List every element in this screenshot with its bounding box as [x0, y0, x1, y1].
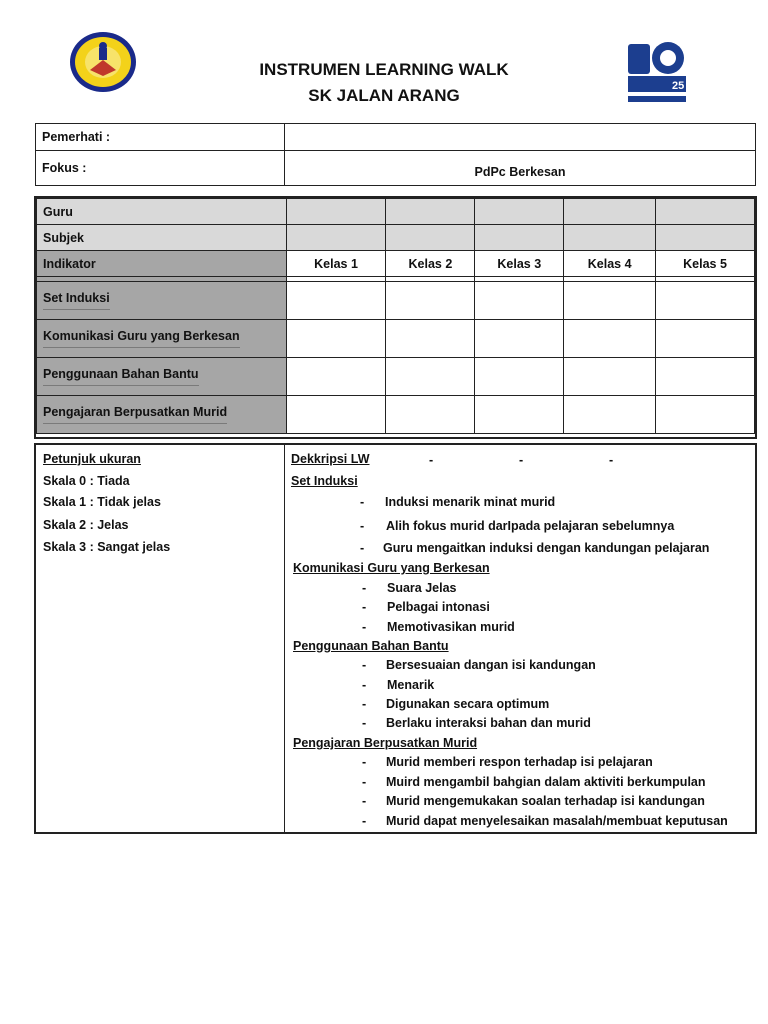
score-cell[interactable]	[286, 282, 386, 320]
bullet-dash: -	[362, 620, 367, 634]
description-item: Murid memberi respon terhadap isi pelajaran	[386, 755, 653, 769]
bullet-dash: -	[360, 495, 365, 509]
pemerhati-row	[36, 124, 756, 151]
score-cell[interactable]	[386, 282, 475, 320]
scale-item: Skala 0 : Tiada	[43, 474, 130, 488]
subjek-cell[interactable]	[564, 225, 656, 251]
score-cell[interactable]	[656, 358, 755, 396]
decorative-dash: -	[519, 453, 524, 467]
score-cell[interactable]	[656, 282, 755, 320]
section-title: Penggunaan Bahan Bantu	[293, 639, 449, 653]
subjek-cell[interactable]	[386, 225, 475, 251]
section-title: Komunikasi Guru yang Berkesan	[293, 561, 490, 575]
description-heading: Dekkripsi LW	[291, 452, 370, 466]
section-title: Pengajaran Berpusatkan Murid	[293, 736, 478, 750]
fokus-label: Fokus :	[36, 151, 285, 186]
bullet-dash: -	[360, 541, 365, 555]
guru-cell[interactable]	[475, 199, 564, 225]
bullet-dash: -	[362, 678, 367, 692]
section-title: Set Induksi	[291, 474, 358, 488]
indicator-label: Pengajaran Berpusatkan Murid	[37, 396, 287, 434]
score-cell[interactable]	[386, 358, 475, 396]
observer-info-table	[35, 123, 756, 186]
scale-heading: Petunjuk ukuran	[43, 452, 141, 466]
pemerhati-label: Pemerhati :	[36, 124, 285, 151]
indicator-label: Komunikasi Guru yang Berkesan	[37, 320, 287, 358]
indicator-label: Set Induksi	[37, 282, 287, 320]
description-item: Berlaku interaksi bahan dan murid	[386, 716, 591, 730]
score-cell[interactable]	[475, 396, 564, 434]
subjek-label: Subjek	[37, 225, 287, 251]
svg-text:25: 25	[672, 80, 685, 92]
score-cell[interactable]	[564, 282, 656, 320]
score-cell[interactable]	[286, 320, 386, 358]
indicator-row	[37, 320, 755, 358]
description-item: Induksi menarik minat murid	[385, 495, 556, 509]
bullet-dash: -	[362, 600, 367, 614]
description-item: Alih fokus murid darIpada pelajaran sebelumnya	[386, 519, 675, 533]
guru-label: Guru	[37, 199, 287, 225]
guru-cell[interactable]	[286, 199, 386, 225]
score-cell[interactable]	[475, 282, 564, 320]
guru-cell[interactable]	[564, 199, 656, 225]
description-item: Digunakan secara optimum	[386, 697, 550, 711]
score-cell[interactable]	[564, 396, 656, 434]
pemerhati-field[interactable]	[285, 124, 756, 151]
description-item: Memotivasikan murid	[387, 620, 515, 634]
decorative-dash: -	[609, 453, 614, 467]
score-cell[interactable]	[475, 358, 564, 396]
score-cell[interactable]	[386, 320, 475, 358]
score-cell[interactable]	[286, 396, 386, 434]
description-item: Muird mengambil bahgian dalam aktiviti berkumpulan	[386, 775, 706, 789]
observation-table	[36, 198, 755, 434]
indikator-header-row	[37, 251, 755, 277]
subjek-row	[37, 225, 755, 251]
bullet-dash: -	[362, 716, 367, 730]
fokus-row	[36, 151, 756, 186]
description-item: Guru mengaitkan induksi dengan kandungan pelajaran	[383, 541, 710, 555]
bullet-dash: -	[362, 794, 367, 808]
bullet-dash: -	[362, 775, 367, 789]
scale-item: Skala 2 : Jelas	[43, 518, 129, 532]
document-title: INSTRUMEN LEARNING WALK	[259, 60, 509, 79]
score-cell[interactable]	[564, 358, 656, 396]
observation-table-frame	[34, 196, 757, 439]
indikator-label: Indikator	[37, 251, 287, 277]
score-cell[interactable]	[475, 320, 564, 358]
description-item: Murid dapat menyelesaikan masalah/membuat keputusan	[386, 814, 728, 828]
subjek-cell[interactable]	[286, 225, 386, 251]
scale-item: Skala 1 : Tidak jelas	[43, 495, 161, 509]
guru-cell[interactable]	[386, 199, 475, 225]
description-section	[34, 443, 757, 834]
kelas-2-header: Kelas 2	[386, 251, 475, 277]
fokus-value: PdPc Berkesan	[285, 151, 756, 186]
score-cell[interactable]	[386, 396, 475, 434]
bullet-dash: -	[362, 814, 367, 828]
bullet-dash: -	[362, 697, 367, 711]
bullet-dash: -	[362, 755, 367, 769]
school-name: SK JALAN ARANG	[308, 86, 460, 105]
kelas-4-header: Kelas 4	[564, 251, 656, 277]
kelas-1-header: Kelas 1	[286, 251, 386, 277]
score-cell[interactable]	[564, 320, 656, 358]
indicator-row	[37, 396, 755, 434]
lw-description	[285, 445, 755, 832]
score-cell[interactable]	[286, 358, 386, 396]
scale-legend	[36, 445, 285, 832]
description-item: Suara Jelas	[387, 581, 457, 595]
score-cell[interactable]	[656, 396, 755, 434]
kelas-3-header: Kelas 3	[475, 251, 564, 277]
guru-cell[interactable]	[656, 199, 755, 225]
indicator-row	[37, 282, 755, 320]
scale-item: Skala 3 : Sangat jelas	[43, 540, 171, 554]
guru-row	[37, 199, 755, 225]
kelas-5-header: Kelas 5	[656, 251, 755, 277]
subjek-cell[interactable]	[656, 225, 755, 251]
indicator-row	[37, 358, 755, 396]
description-item: Murid mengemukakan soalan terhadap isi kandungan	[386, 794, 705, 808]
bullet-dash: -	[362, 658, 367, 672]
score-cell[interactable]	[656, 320, 755, 358]
decorative-dash: -	[429, 453, 434, 467]
bullet-dash: -	[362, 581, 367, 595]
description-item: Menarik	[387, 678, 435, 692]
description-item: Pelbagai intonasi	[387, 600, 490, 614]
subjek-cell[interactable]	[475, 225, 564, 251]
description-item: Bersesuaian dangan isi kandungan	[386, 658, 596, 672]
indicator-label: Penggunaan Bahan Bantu	[37, 358, 287, 396]
bullet-dash: -	[360, 519, 365, 533]
